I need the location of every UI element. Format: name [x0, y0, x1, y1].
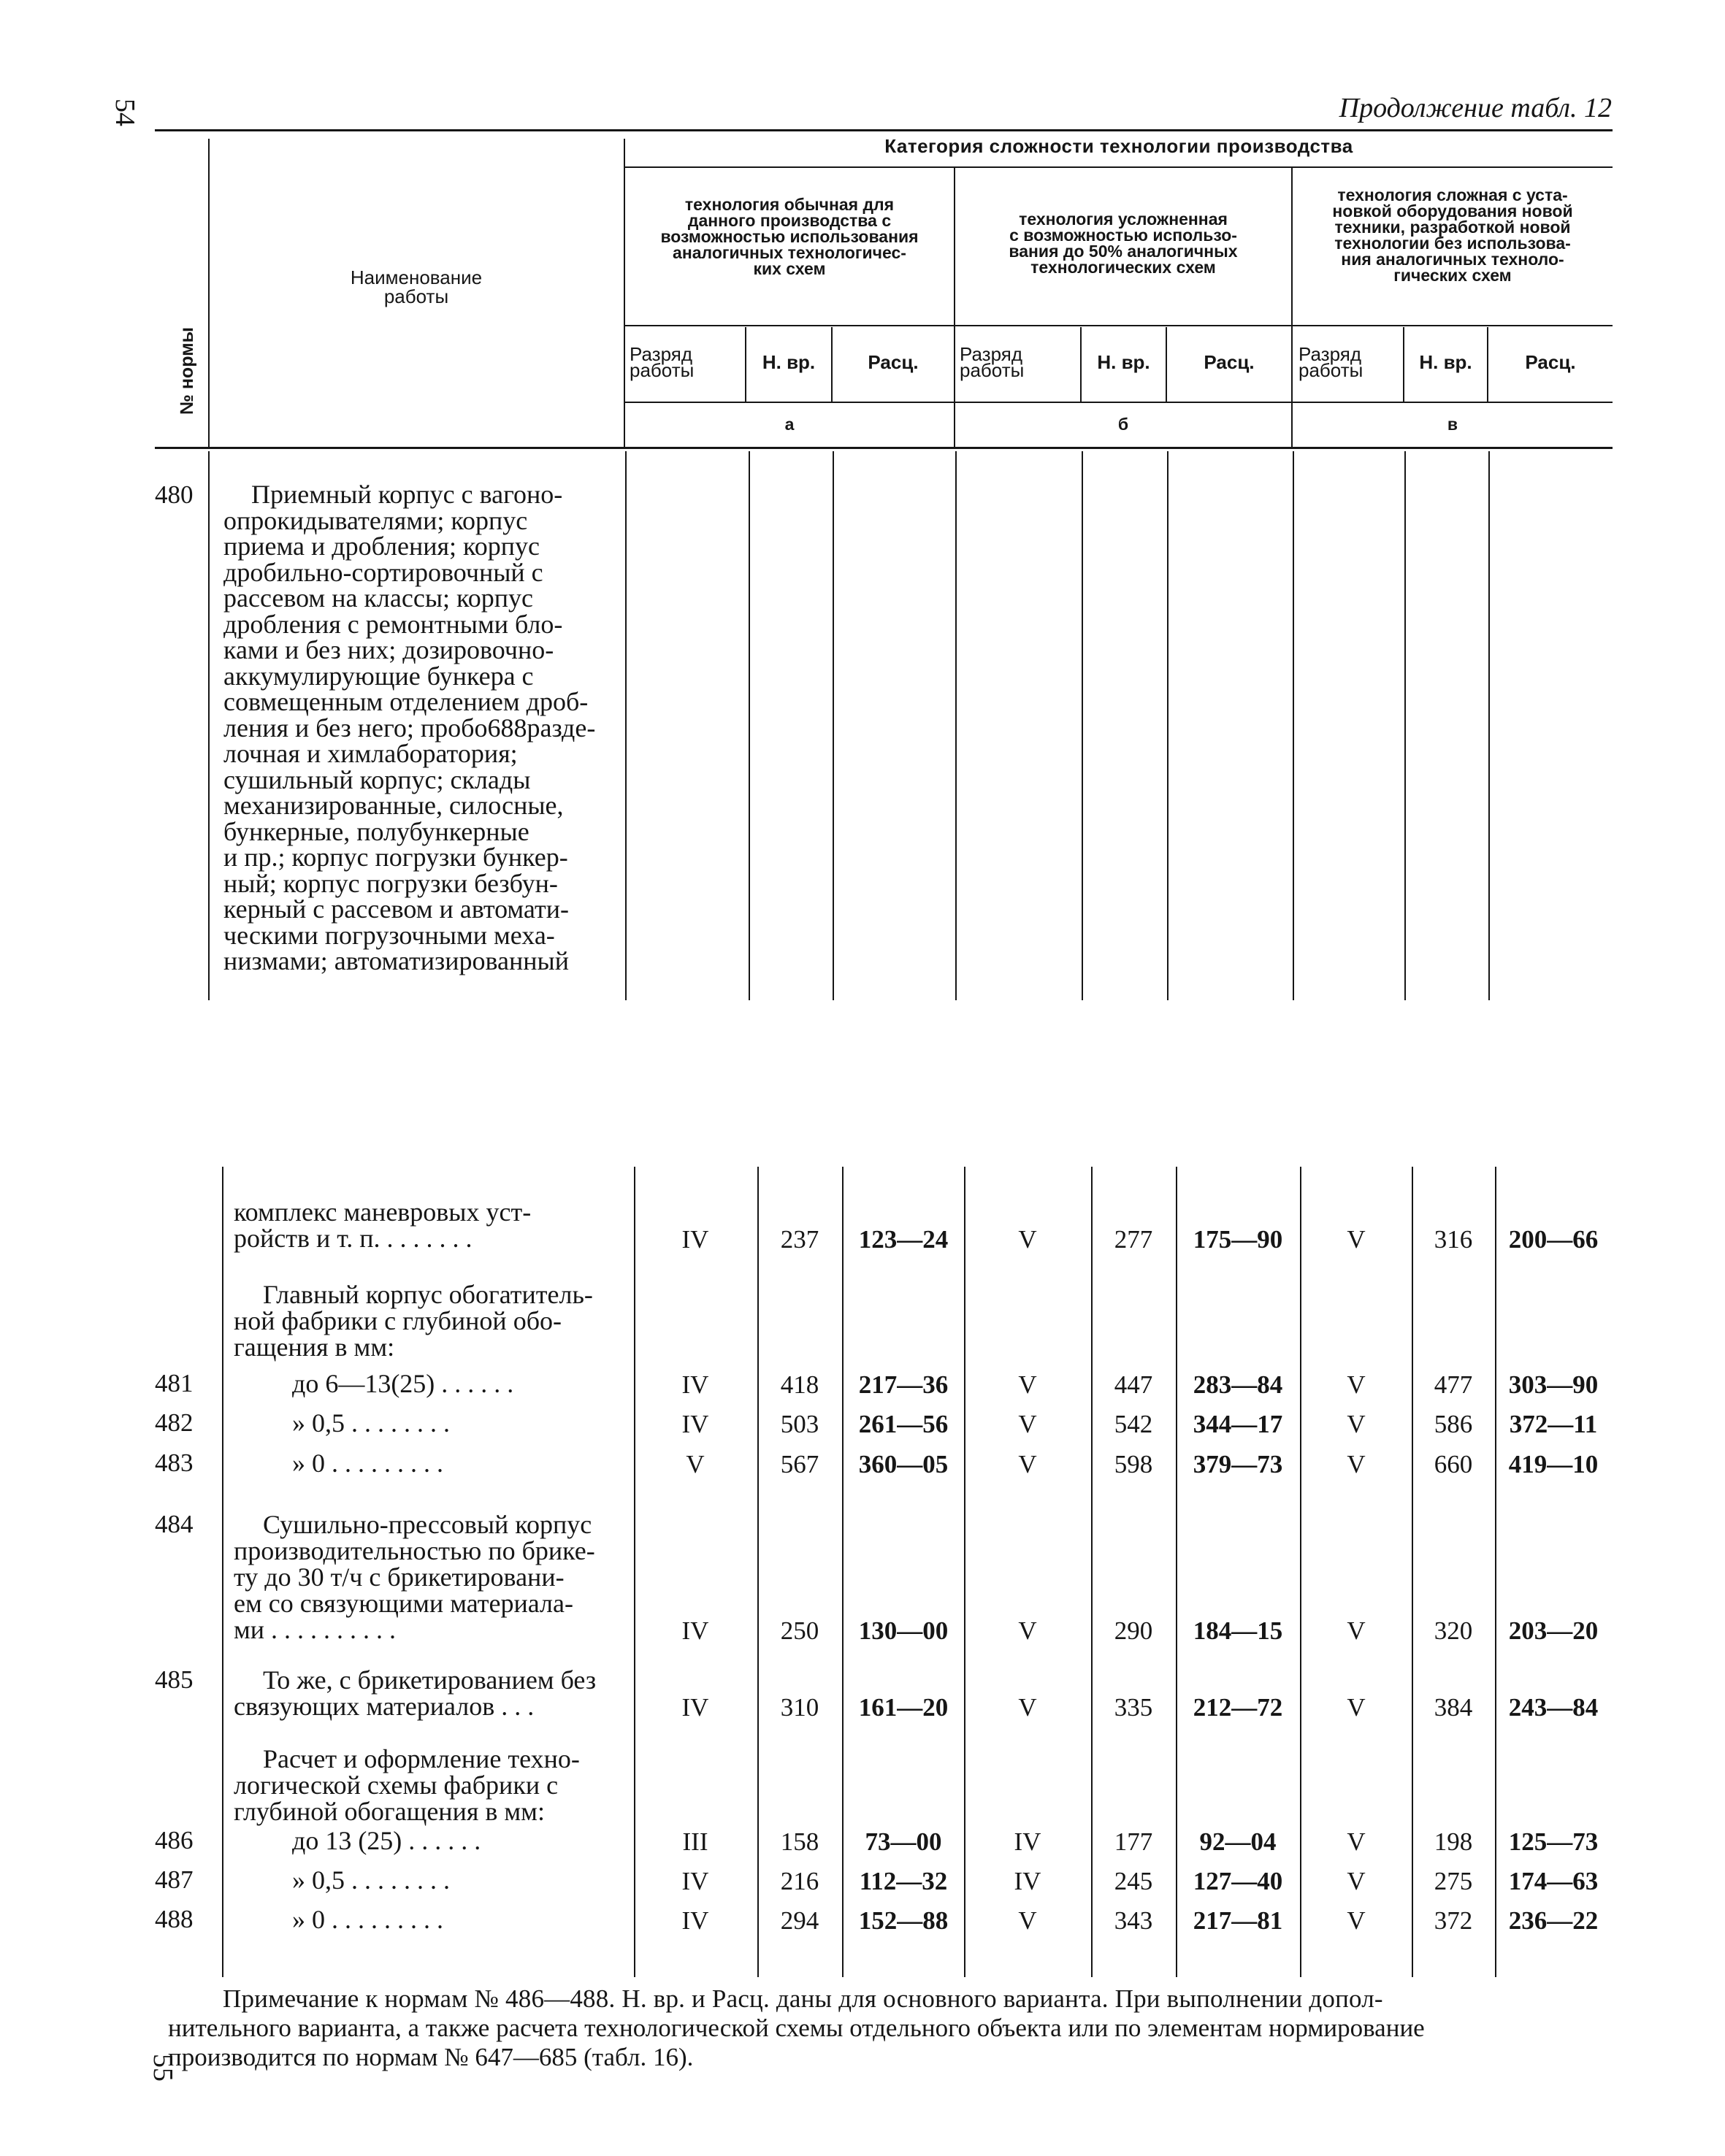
time-cell: 294 [780, 1906, 819, 1935]
grade-cell: IV [681, 1225, 709, 1254]
row-name [234, 1450, 628, 1476]
grade-cell: V [1347, 1225, 1366, 1254]
time-cell: 418 [780, 1370, 819, 1399]
name-line: ления и без него; пробо688разде- [223, 713, 596, 743]
time-cell: 198 [1434, 1827, 1473, 1856]
rate-cell: 130—00 [858, 1616, 949, 1645]
header-vline [954, 168, 955, 447]
time-cell: 586 [1434, 1410, 1473, 1438]
row-number: 484 [155, 1510, 194, 1538]
body-vline [1488, 451, 1490, 1000]
header-category-line: технология усложненная [1019, 210, 1228, 229]
body2-vline [964, 1167, 965, 1977]
name-line: ками и без них; дозировочно- [223, 635, 554, 664]
body2-vline [222, 1167, 223, 1977]
header-category-line: с возможностью использо- [1009, 226, 1237, 245]
time-cell: 316 [1434, 1225, 1473, 1254]
header-vline [208, 139, 210, 447]
name-line: сушильный корпус; склады [223, 764, 531, 794]
rate-cell: 379—73 [1193, 1450, 1283, 1478]
continuation-title: Продолжение табл. 12 [1339, 93, 1612, 123]
grade-cell: V [686, 1450, 705, 1478]
name-line: керный с рассевом и автомати- [223, 894, 569, 924]
name-line: » 0,5 . . . . . . . . [292, 1408, 450, 1438]
category-letter-c: в [1447, 415, 1458, 434]
grade-cell: III [682, 1827, 708, 1856]
row-480-name [223, 482, 611, 975]
name-line: ной фабрики с глубиной обо- [234, 1306, 562, 1335]
row-name [234, 1827, 628, 1854]
name-line: глубиной обогащения в мм: [234, 1797, 545, 1826]
row-number: 488 [155, 1905, 194, 1933]
subheader-top-rule [625, 325, 1613, 326]
name-line: до 6—13(25) . . . . . . [292, 1369, 514, 1398]
row-name [234, 1199, 628, 1251]
time-cell: 372 [1434, 1906, 1473, 1935]
grade-cell: V [1347, 1370, 1366, 1399]
rate-cell: 217—36 [858, 1370, 949, 1399]
name-line: производительностью по брике- [234, 1536, 595, 1565]
rate-cell: 152—88 [858, 1906, 949, 1935]
name-line: То же, с брикетированием без [263, 1665, 597, 1695]
subcol-time-c: Н. вр. [1419, 351, 1472, 373]
rate-cell: 161—20 [858, 1693, 949, 1722]
name-line: рассевом на классы; корпус [223, 583, 533, 613]
row-number: 486 [155, 1826, 194, 1854]
rate-cell: 419—10 [1508, 1450, 1599, 1478]
footnote-line: производится по нормам № 647—685 (табл. 16). [168, 2043, 694, 2071]
name-line: дробления с ремонтными бло- [223, 609, 563, 639]
name-line: и пр.; корпус погрузки бункер- [223, 843, 568, 872]
row-name [234, 1667, 628, 1719]
header-vline [624, 139, 625, 447]
header-category-c [1293, 187, 1613, 283]
name-line: аккумулирующие бункера с [223, 661, 534, 691]
time-cell: 660 [1434, 1450, 1473, 1478]
row-name [234, 1867, 628, 1893]
name-line: логической схемы фабрики с [234, 1771, 559, 1800]
time-cell: 477 [1434, 1370, 1473, 1399]
row-name [234, 1370, 628, 1397]
header-category-title: Категория сложности технологии производства [884, 135, 1353, 157]
grade-cell: V [1018, 1693, 1037, 1722]
name-line: механизированные, силосные, [223, 791, 564, 820]
time-cell: 245 [1114, 1867, 1153, 1895]
row-number: 482 [155, 1408, 194, 1437]
time-cell: 158 [780, 1827, 819, 1856]
time-cell: 216 [780, 1867, 819, 1895]
header-category-line: техники, разработкой новой [1334, 218, 1571, 237]
time-cell: 567 [780, 1450, 819, 1478]
rate-cell: 174—63 [1508, 1867, 1599, 1895]
rate-cell: 92—04 [1199, 1827, 1277, 1856]
subheader-bottom-rule [625, 402, 1613, 403]
name-line: ем со связующими материала- [234, 1589, 573, 1618]
header-category-line: гических схем [1393, 266, 1512, 285]
grade-cell: V [1018, 1616, 1037, 1645]
time-cell: 335 [1114, 1693, 1153, 1722]
rate-cell: 303—90 [1508, 1370, 1599, 1399]
subcol-time-b: Н. вр. [1097, 351, 1150, 373]
rate-cell: 243—84 [1508, 1693, 1599, 1722]
name-line: гащения в мм: [234, 1332, 395, 1362]
row-name [234, 1746, 628, 1825]
subcol-time-a: Н. вр. [762, 351, 816, 373]
rate-cell: 212—72 [1193, 1693, 1283, 1722]
grade-cell: V [1347, 1906, 1366, 1935]
grade-cell: IV [681, 1906, 709, 1935]
name-line: ный; корпус погрузки безбун- [223, 868, 558, 898]
grade-cell: IV [681, 1410, 709, 1438]
body-vline [1404, 451, 1406, 1000]
header-category-line: новкой оборудования новой [1332, 202, 1573, 220]
name-line: ми . . . . . . . . . . [234, 1615, 397, 1644]
subcol-rate-b: Расц. [1204, 351, 1255, 373]
body-vline [955, 451, 957, 1000]
time-cell: 320 [1434, 1616, 1473, 1645]
subcol-grade-line: работы [960, 359, 1025, 381]
header-category-line: технологических схем [1030, 258, 1216, 277]
header-category-line: ния аналогичных техноло- [1341, 250, 1564, 269]
grade-cell: V [1018, 1450, 1037, 1478]
grade-cell: V [1347, 1827, 1366, 1856]
time-cell: 343 [1114, 1906, 1153, 1935]
rate-cell: 372—11 [1509, 1410, 1598, 1438]
name-line: ройств и т. п. . . . . . . . [234, 1224, 473, 1253]
name-line: Сушильно-прессовый корпус [263, 1510, 592, 1539]
body-vline [1082, 451, 1083, 1000]
header-category-line: технологии без использова- [1334, 234, 1571, 253]
name-line: приема и дробления; корпус [223, 532, 540, 561]
row-number-480: 480 [155, 480, 194, 509]
subcol-rate-c: Расц. [1525, 351, 1576, 373]
time-cell: 277 [1114, 1225, 1153, 1254]
grade-cell: V [1347, 1410, 1366, 1438]
grade-cell: IV [681, 1867, 709, 1895]
header-category-b [955, 211, 1291, 275]
row-number: 481 [155, 1369, 194, 1397]
body-vline [1167, 451, 1169, 1000]
category-letter-b: б [1117, 415, 1129, 434]
body-vline [749, 451, 750, 1000]
row-name [234, 1511, 628, 1643]
row-number: 483 [155, 1449, 194, 1477]
name-line: совмещенным отделением дроб- [223, 687, 589, 716]
row-name [234, 1281, 628, 1360]
rate-cell: 217—81 [1193, 1906, 1283, 1935]
rate-cell: 236—22 [1508, 1906, 1599, 1935]
row-number: 485 [155, 1665, 194, 1694]
category-letter-a: а [784, 415, 795, 434]
grade-cell: V [1018, 1225, 1037, 1254]
body-vline [1293, 451, 1294, 1000]
grade-cell: V [1018, 1370, 1037, 1399]
subcol-grade-c [1298, 343, 1401, 381]
subcol-grade-line: работы [630, 359, 695, 381]
name-line: комплекс маневровых уст- [234, 1197, 532, 1227]
grade-cell: V [1347, 1867, 1366, 1895]
rate-cell: 184—15 [1193, 1616, 1283, 1645]
header-category-a [627, 196, 952, 277]
name-line: Главный корпус обогатитель- [263, 1280, 593, 1309]
footnote-line: Примечание к нормам № 486—488. Н. вр. и Расц. даны для основного варианта. При выполнении допол- [223, 1984, 1383, 2013]
grade-cell: V [1347, 1450, 1366, 1478]
body-vline [625, 451, 627, 1000]
time-cell: 598 [1114, 1450, 1153, 1478]
header-category-line: вания до 50% аналогичных [1009, 242, 1238, 261]
body-vline [208, 451, 210, 1000]
name-line: » 0,5 . . . . . . . . [292, 1865, 450, 1895]
subcol-rate-a: Расц. [868, 351, 919, 373]
time-cell: 237 [780, 1225, 819, 1254]
category-title-rule [625, 166, 1613, 168]
header-work-name-line: работы [383, 285, 449, 307]
table-top-rule [155, 129, 1613, 131]
rate-cell: 283—84 [1193, 1370, 1283, 1399]
rate-cell: 125—73 [1508, 1827, 1599, 1856]
rate-cell: 123—24 [858, 1225, 949, 1254]
grade-cell: IV [681, 1616, 709, 1645]
grade-cell: V [1347, 1693, 1366, 1722]
grade-cell: IV [681, 1370, 709, 1399]
name-line: ческими погрузочными меха- [223, 920, 555, 950]
time-cell: 290 [1114, 1616, 1153, 1645]
time-cell: 384 [1434, 1693, 1473, 1722]
header-category-line: аналогичных технологичес- [673, 243, 906, 262]
body-vline [833, 451, 834, 1000]
subcol-grade-line: работы [1298, 359, 1363, 381]
grade-cell: V [1018, 1906, 1037, 1935]
header-category-line: технология обычная для [684, 195, 895, 214]
name-line: Приемный корпус с вагоно- [251, 480, 563, 509]
page-number-bottom: 55 [148, 2054, 178, 2082]
grade-cell: V [1347, 1616, 1366, 1645]
rate-cell: 73—00 [865, 1827, 942, 1856]
rate-cell: 203—20 [1508, 1616, 1599, 1645]
name-line: связующих материалов . . . [234, 1692, 535, 1721]
subcol-grade-b [960, 343, 1076, 381]
rate-cell: 360—05 [858, 1450, 949, 1478]
subcol-grade-line: Разряд [960, 343, 1022, 365]
time-cell: 310 [780, 1693, 819, 1722]
header-category-line: данного производства с [687, 211, 892, 230]
name-line: лочная и химлаборатория; [223, 739, 518, 768]
name-line: » 0 . . . . . . . . . [292, 1905, 443, 1934]
rate-cell: 127—40 [1193, 1867, 1283, 1895]
name-line: ту до 30 т/ч с брикетировани- [234, 1562, 565, 1592]
time-cell: 250 [780, 1616, 819, 1645]
body2-vline [634, 1167, 635, 1977]
name-line: дробильно-сортировочный с [223, 557, 543, 587]
header-category-line: возможностью использования [660, 227, 919, 246]
footnote-line: нительного варианта, а также расчета технологической схемы отдельного объекта или по элементам нормирование [168, 2014, 1425, 2042]
footnote [168, 1984, 1618, 2072]
grade-cell: IV [1014, 1867, 1041, 1895]
grade-cell: IV [681, 1693, 709, 1722]
rate-cell: 261—56 [858, 1410, 949, 1438]
header-bottom-rule [155, 447, 1613, 449]
name-line: до 13 (25) . . . . . . [292, 1826, 481, 1855]
row-name [234, 1906, 628, 1933]
rate-cell: 200—66 [1508, 1225, 1599, 1254]
header-work-name [292, 268, 540, 306]
name-line: опрокидывателями; корпус [223, 505, 528, 535]
rate-cell: 175—90 [1193, 1225, 1283, 1254]
time-cell: 177 [1114, 1827, 1153, 1856]
subcol-grade-line: Разряд [630, 343, 692, 365]
rate-cell: 344—17 [1193, 1410, 1283, 1438]
header-category-line: технология сложная с уста- [1337, 185, 1568, 204]
page-number-top: 54 [110, 99, 140, 126]
row-number: 487 [155, 1865, 194, 1894]
header-norm-number: № нормы [176, 327, 197, 415]
time-cell: 503 [780, 1410, 819, 1438]
subcol-grade-a [630, 343, 739, 381]
time-cell: 542 [1114, 1410, 1153, 1438]
header-category-line: ких схем [753, 259, 826, 278]
grade-cell: IV [1014, 1827, 1041, 1856]
name-line: бункерные, полубункерные [223, 816, 529, 846]
name-line: Расчет и оформление техно- [263, 1744, 580, 1773]
time-cell: 275 [1434, 1867, 1473, 1895]
time-cell: 447 [1114, 1370, 1153, 1399]
rate-cell: 112—32 [859, 1867, 948, 1895]
row-name [234, 1410, 628, 1436]
name-line: » 0 . . . . . . . . . [292, 1449, 443, 1478]
name-line: низмами; автоматизированный [223, 946, 570, 975]
subcol-grade-line: Разряд [1298, 343, 1361, 365]
header-work-name-line: Наименование [350, 266, 483, 288]
grade-cell: V [1018, 1410, 1037, 1438]
